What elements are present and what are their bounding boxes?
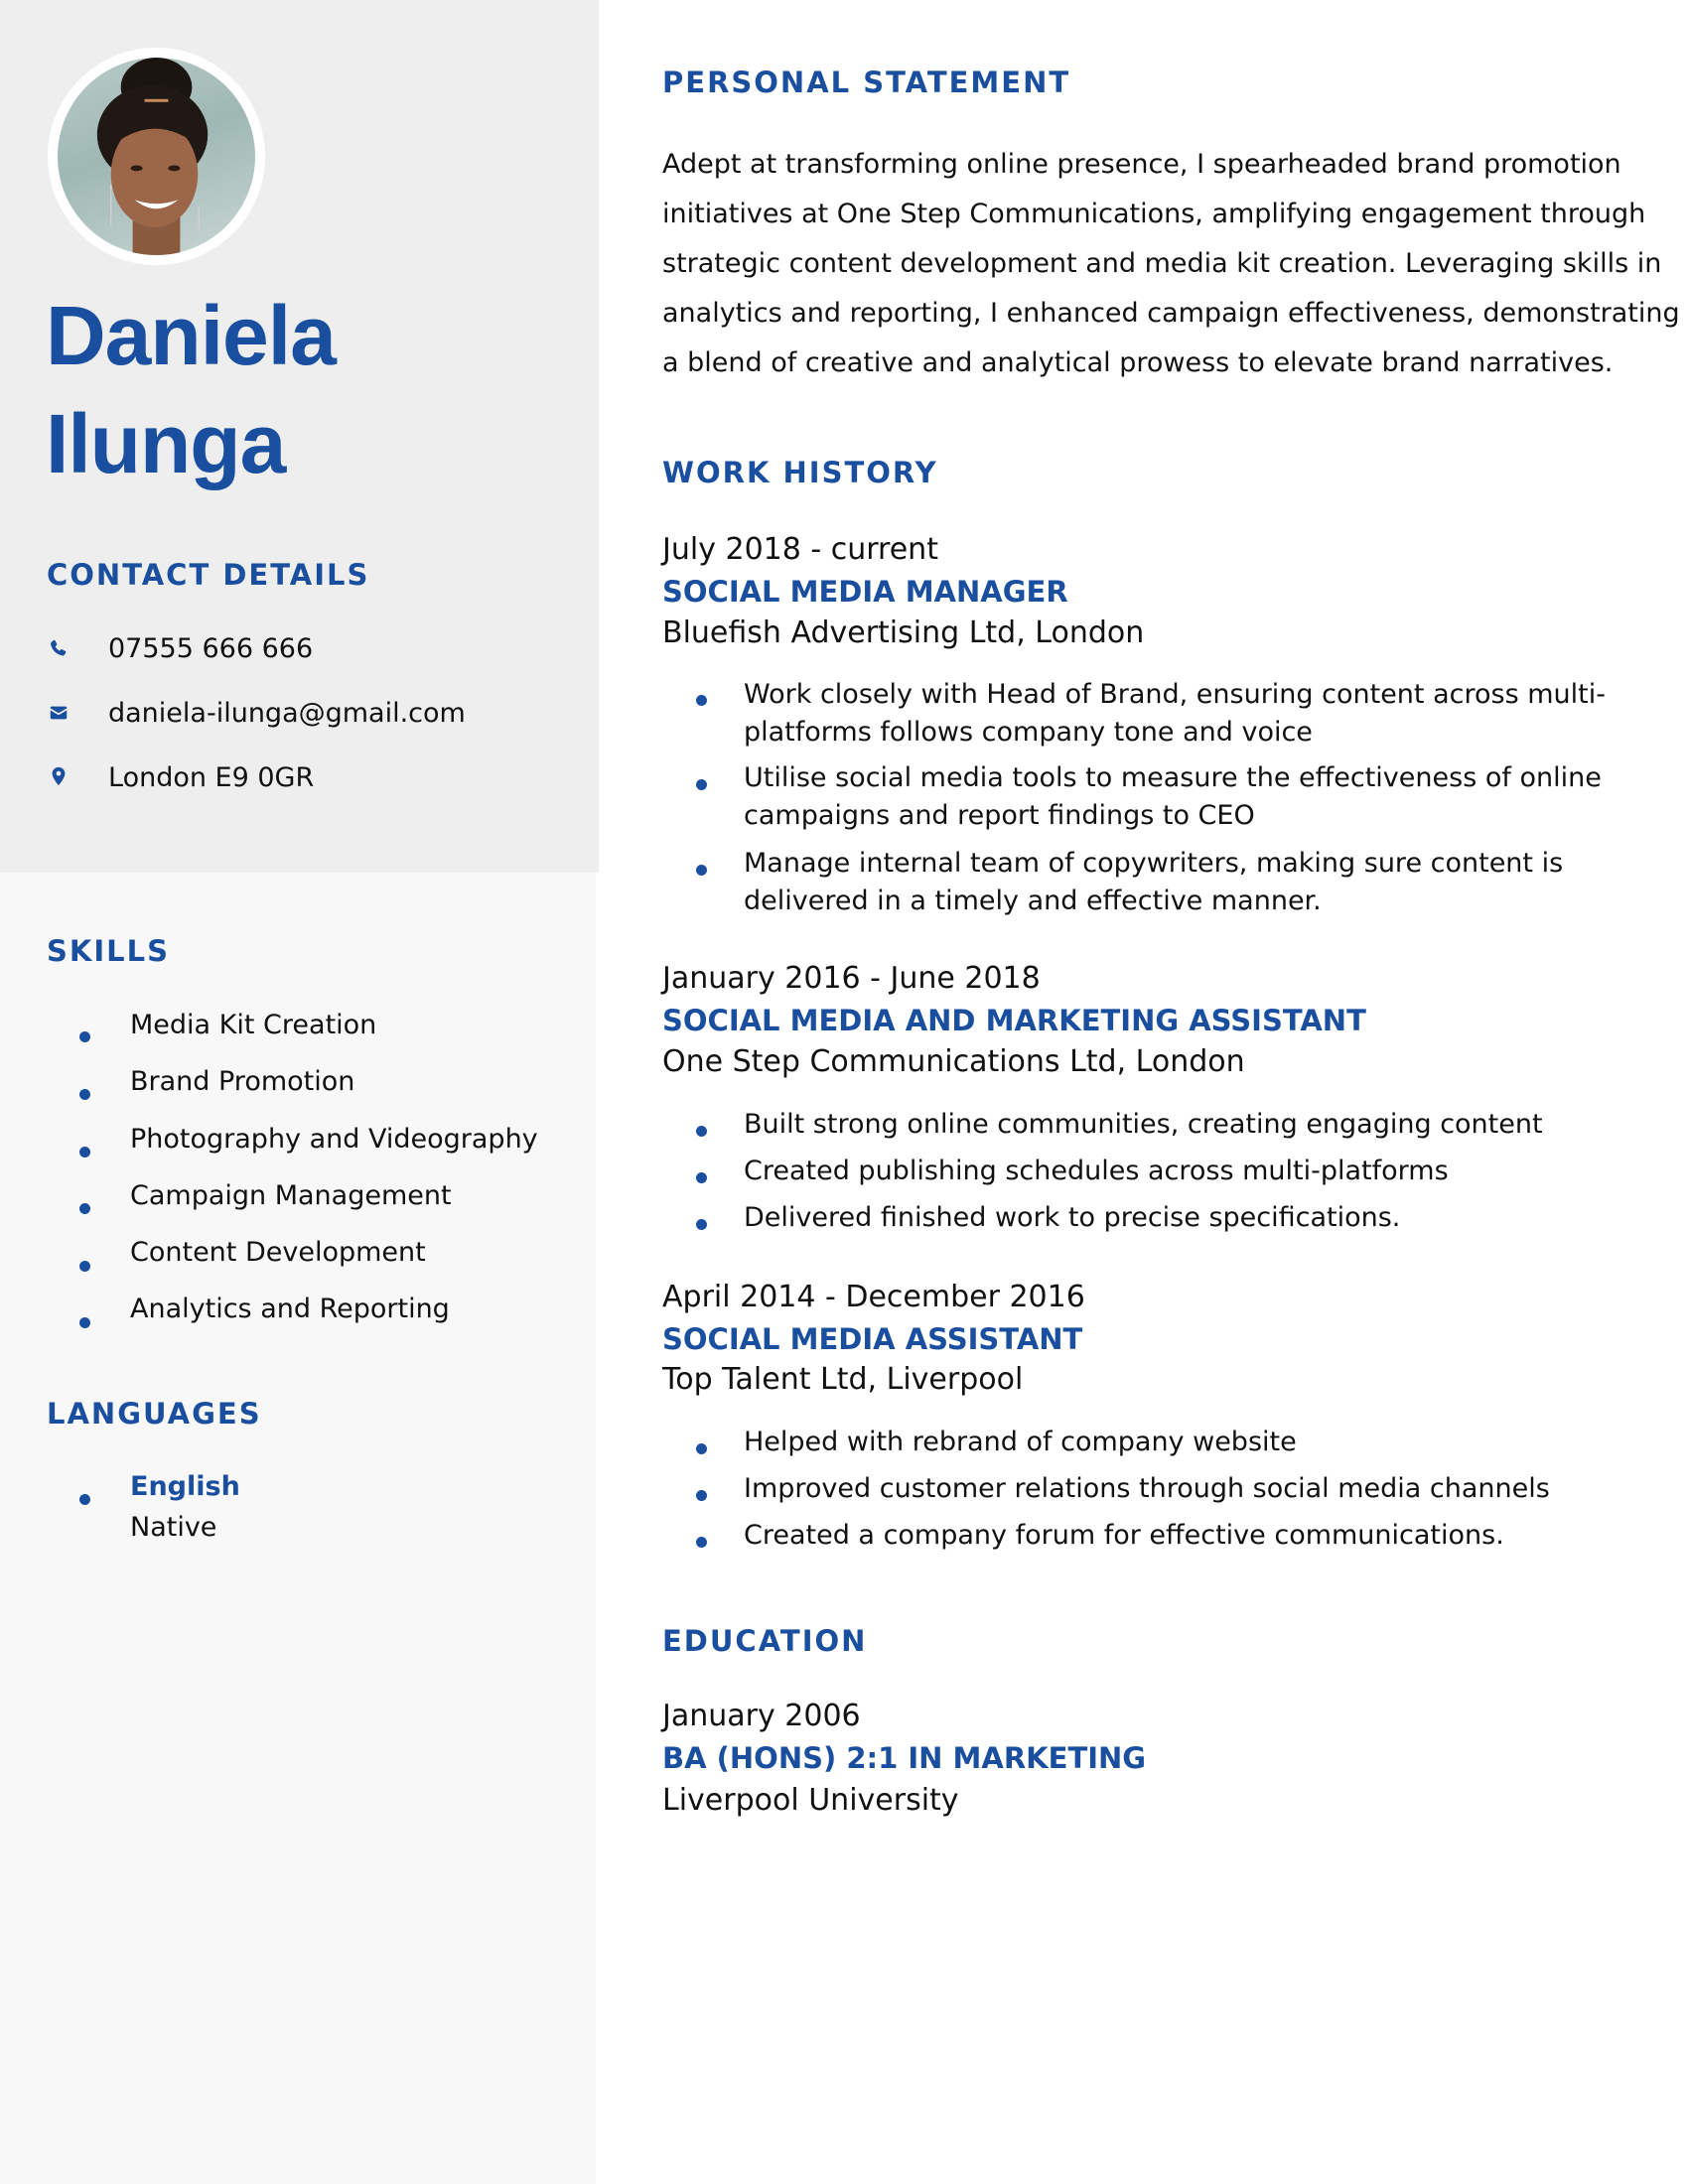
bullet-icon	[79, 1317, 90, 1328]
job-bullet-cont: platforms follows company tone and voice	[744, 717, 1313, 748]
bullet-icon	[79, 1147, 90, 1158]
bullet-icon	[696, 1537, 707, 1548]
job-bullet: Work closely with Head of Brand, ensuring content across multi-	[744, 679, 1606, 710]
languages-heading: LANGUAGES	[47, 1397, 262, 1431]
contact-location: London E9 0GR	[108, 762, 315, 793]
job-bullet: Improved customer relations through social media channels	[744, 1473, 1550, 1504]
job-bullet-cont: delivered in a timely and effective manner.	[744, 886, 1322, 916]
skill-item: Content Development	[130, 1237, 426, 1268]
job-company: Bluefish Advertising Ltd, London	[662, 615, 1145, 650]
job-company: One Step Communications Ltd, London	[662, 1044, 1245, 1079]
statement-line: initiatives at One Step Communications, amplifying engagement through	[662, 199, 1646, 229]
job-title: SOCIAL MEDIA AND MARKETING ASSISTANT	[662, 1004, 1366, 1037]
bullet-icon	[79, 1261, 90, 1272]
job-bullet: Built strong online communities, creating engaging content	[744, 1109, 1543, 1140]
job-bullet: Manage internal team of copywriters, making sure content is	[744, 848, 1564, 879]
job-bullet: Created a company forum for effective communications.	[744, 1520, 1504, 1551]
job-dates: July 2018 - current	[662, 532, 938, 567]
skill-item: Photography and Videography	[130, 1124, 538, 1155]
bullet-icon	[79, 1089, 90, 1100]
skill-item: Media Kit Creation	[130, 1010, 377, 1040]
contact-phone[interactable]: 07555 666 666	[108, 633, 314, 664]
education-degree: BA (HONS) 2:1 IN MARKETING	[662, 1741, 1147, 1775]
map-pin-icon	[48, 765, 70, 787]
language-level: Native	[130, 1512, 217, 1543]
job-bullet-cont: campaigns and report findings to CEO	[744, 800, 1255, 831]
profile-photo	[58, 58, 255, 255]
bullet-icon	[696, 1172, 707, 1183]
bullet-icon	[696, 1490, 707, 1501]
contact-heading: CONTACT DETAILS	[47, 558, 370, 592]
work-history-heading: WORK HISTORY	[662, 456, 938, 489]
first-name: Daniela	[46, 289, 336, 382]
language-name: English	[130, 1471, 240, 1502]
skill-item: Brand Promotion	[130, 1066, 355, 1097]
job-company: Top Talent Ltd, Liverpool	[662, 1362, 1024, 1397]
job-dates: April 2014 - December 2016	[662, 1280, 1085, 1314]
job-title: SOCIAL MEDIA MANAGER	[662, 575, 1068, 609]
skill-item: Campaign Management	[130, 1180, 452, 1211]
portrait-illustration-icon	[58, 58, 255, 255]
bullet-icon	[696, 695, 707, 706]
bullet-icon	[79, 1494, 90, 1505]
bullet-icon	[696, 1219, 707, 1230]
education-date: January 2006	[662, 1699, 861, 1733]
bullet-icon	[696, 865, 707, 876]
last-name: Ilunga	[46, 397, 286, 490]
job-title: SOCIAL MEDIA ASSISTANT	[662, 1322, 1083, 1356]
job-bullet: Helped with rebrand of company website	[744, 1427, 1297, 1457]
job-bullet: Created publishing schedules across multi-platforms	[744, 1156, 1449, 1186]
job-dates: January 2016 - June 2018	[662, 961, 1041, 996]
bullet-icon	[696, 779, 707, 790]
bullet-icon	[696, 1443, 707, 1454]
bullet-icon	[79, 1203, 90, 1214]
statement-line: a blend of creative and analytical prowess to elevate brand narratives.	[662, 347, 1614, 378]
statement-line: analytics and reporting, I enhanced campaign effectiveness, demonstrating	[662, 298, 1680, 329]
bullet-icon	[696, 1126, 707, 1137]
education-school: Liverpool University	[662, 1783, 959, 1818]
bullet-icon	[79, 1031, 90, 1042]
job-bullet: Utilise social media tools to measure the effectiveness of online	[744, 762, 1602, 793]
education-heading: EDUCATION	[662, 1624, 868, 1658]
personal-statement-heading: PERSONAL STATEMENT	[662, 66, 1071, 99]
statement-line: strategic content development and media kit creation. Leveraging skills in	[662, 248, 1662, 279]
skills-heading: SKILLS	[47, 934, 170, 968]
envelope-icon	[48, 702, 70, 724]
phone-icon	[48, 637, 70, 659]
statement-line: Adept at transforming online presence, I spearheaded brand promotion	[662, 149, 1621, 180]
job-bullet: Delivered finished work to precise specifications.	[744, 1202, 1401, 1233]
avatar	[48, 48, 265, 265]
skill-item: Analytics and Reporting	[130, 1294, 450, 1324]
contact-email[interactable]: daniela-ilunga@gmail.com	[108, 698, 466, 729]
